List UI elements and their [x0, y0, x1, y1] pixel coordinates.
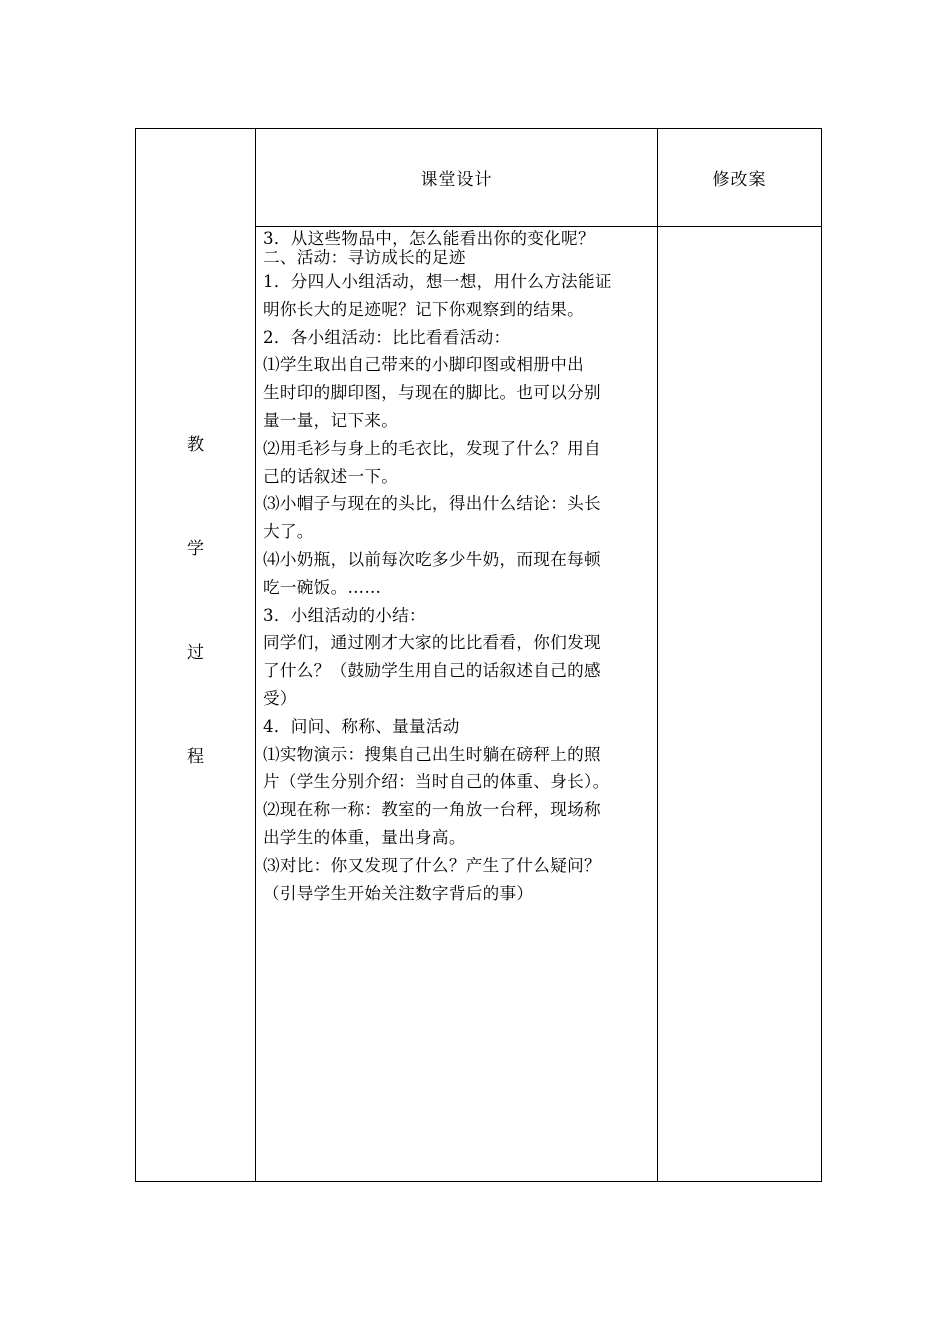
content-line: 片（学生分别介绍：当时自己的体重、身长）。 [263, 772, 610, 792]
side-char: 过 [187, 643, 204, 663]
side-char: 程 [187, 747, 204, 767]
side-char: 学 [187, 539, 204, 559]
design-content [263, 230, 651, 907]
content-line: （引导学生开始关注数字背后的事） [263, 883, 534, 903]
content-line: ⑵现在称一称：教室的一角放一台秤，现场称 [263, 800, 601, 820]
content-line: 3．小组活动的小结： [263, 605, 426, 625]
content-line: 吃一碗饭。…… [263, 577, 382, 597]
lesson-plan-table [135, 128, 822, 1182]
content-line: 3．从这些物品中，怎么能看出你的变化呢？ [263, 229, 595, 248]
content-line: ⑶对比：你又发现了什么？产生了什么疑问？ [263, 855, 601, 875]
content-line: 出学生的体重，量出身高。 [263, 827, 466, 847]
content-line: ⑶小帽子与现在的头比，得出什么结论：头长 [263, 494, 601, 514]
content-line: 量一量，记下来。 [263, 410, 399, 430]
content-line: 二、活动：寻访成长的足迹 [263, 248, 466, 267]
content-line: 生时印的脚印图，与现在的脚比。也可以分别 [263, 383, 601, 403]
content-line: 2．各小组活动：比比看看活动： [263, 327, 511, 347]
content-line: 明你长大的足迹呢？记下你观察到的结果。 [263, 299, 584, 319]
content-line: 己的话叙述一下。 [263, 466, 399, 486]
content-line: 同学们，通过刚才大家的比比看看，你们发现 [263, 633, 601, 653]
content-line: 大了。 [263, 522, 314, 542]
content-line: 1．分四人小组活动，想一想，用什么方法能证 [263, 272, 612, 291]
revision-content-cell [658, 227, 822, 1182]
design-content-cell [256, 227, 658, 1182]
content-line: ⑵用毛衫与身上的毛衣比，发现了什么？用自 [263, 438, 601, 458]
side-char: 教 [187, 435, 204, 455]
content-line: 受） [263, 688, 297, 708]
content-line: 4．问问、称称、量量活动 [263, 716, 460, 736]
table-header-row [136, 129, 822, 227]
content-line: ⑴实物演示：搜集自己出生时躺在磅秤上的照 [263, 744, 601, 764]
content-line: ⑷小奶瓶，以前每次吃多少牛奶，而现在每顿 [263, 549, 601, 569]
side-label [136, 433, 255, 849]
content-line: 了什么？（鼓励学生用自己的话叙述自己的感 [263, 661, 601, 681]
header-revision: 修改案 [658, 129, 822, 227]
side-label-cell [136, 129, 256, 1182]
header-design: 课堂设计 [256, 129, 658, 227]
content-line: ⑴学生取出自己带来的小脚印图或相册中出 [263, 355, 584, 375]
